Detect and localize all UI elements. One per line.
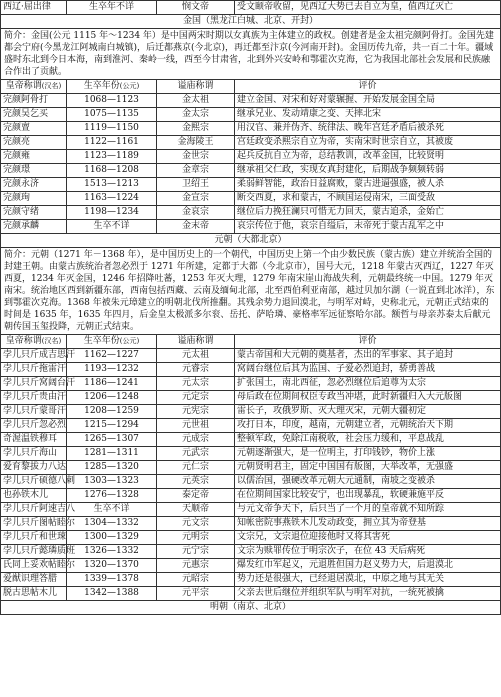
section-header-ming xyxy=(1,601,501,615)
emperor-title: 金世宗 xyxy=(157,150,235,164)
emperor-years: 1339—1378 xyxy=(67,573,157,587)
header-title: 谥庙称谓 xyxy=(157,80,235,94)
table-row xyxy=(1,447,501,461)
table-row xyxy=(1,206,501,220)
header-name: 皇帝称谓(汉名) xyxy=(1,80,67,94)
emperor-review: 在位期间国家比较安宁，也出现暴乱，软硬兼施平反 xyxy=(235,489,501,503)
header-review: 评价 xyxy=(235,80,501,94)
table-row xyxy=(1,377,501,391)
emperor-name: 孛儿只斤成吉思汗 xyxy=(1,349,67,363)
emperor-name: 完颜璟 xyxy=(1,164,67,178)
table-row xyxy=(1,164,501,178)
emperor-review: 受文颐帝收留，见西辽大势已去自立为皇，值西辽灭亡 xyxy=(235,1,501,15)
section-title: 金国（黑龙江白城、北京、开封） xyxy=(1,15,501,29)
table-row xyxy=(1,503,501,517)
emperor-review: 势力还是很强大，已经退居漠北，中原之地与其无关 xyxy=(235,573,501,587)
section-intro-jin xyxy=(1,29,501,80)
emperor-name: 西辽·屈出律 xyxy=(1,1,67,15)
table-row xyxy=(1,587,501,601)
intro-text: 简介：元朝（1271 年－1368 年），是中国历史上的一个朝代，中国历史上第一个由少数民族（蒙古族）建立并统治全国的封建王朝。由蒙古族统治者忽必烈于 1271 年所建，定都于大都（今北京市），国号大元，1218 年蒙古灭西辽，1227 年灭西夏，1234 年灭金国，1246 年招降吐蕃，1253 年灭大理，1279 年南宋崖山海战失利，元朝最终统一中国。1279 年灭南宋。统治地区西到新疆东部，西南包括西藏、云南及缅甸北部，北至西伯利亚南部，越过贝加尔湖（一说直到北冰洋），东到鄂霍次克海。1368 年被朱元璋建立的明朝北伐所推翻。其残余势力退回漠北，与明军对峙，史称北元，元朝正式结束的时间是 1635 年，1635 年四月，后金皇太极派多尔衮、岳托、萨哈璘、豪格率军远征察哈尔部。额哲与母亲苏泰太后献元朝传国玉玺投降，元朝正式结束。 xyxy=(1,248,501,335)
emperor-name: 孛儿只斤蒙哥汗 xyxy=(1,405,67,419)
emperor-review: 整顿军政，免除江南税收，社会压力缓和，平息战乱 xyxy=(235,433,501,447)
emperor-title: 卫绍王 xyxy=(157,178,235,192)
emperor-name: 完颜雍 xyxy=(1,150,67,164)
emperor-title: 元世祖 xyxy=(157,419,235,433)
emperor-years: 生卒不详 xyxy=(67,220,157,234)
emperor-years: 1068—1123 xyxy=(67,94,157,108)
emperor-name: 孛儿只斤图帖睦尔 xyxy=(1,517,67,531)
emperor-title: 元太祖 xyxy=(157,349,235,363)
emperor-title: 金熙宗 xyxy=(157,122,235,136)
table-row xyxy=(1,363,501,377)
emperor-title: 元睿宗 xyxy=(157,363,235,377)
emperor-title: 元平宗 xyxy=(157,587,235,601)
emperor-years: 1281—1311 xyxy=(67,447,157,461)
table-row xyxy=(1,391,501,405)
table-row xyxy=(1,108,501,122)
emperor-review: 继承祖父仁政，实现女真封建化，后期战争频频转弱 xyxy=(235,164,501,178)
emperor-title: 金宣宗 xyxy=(157,192,235,206)
emperor-title: 金哀宗 xyxy=(157,206,235,220)
emperor-review: 继承兄业、发动靖康之变、天摔北宋 xyxy=(235,108,501,122)
intro-text: 简介：金国(公元 1115 年～1234 年）是中国两宋时期以女真族为主体建立的政权。创建者是金太祖完颜阿骨打。金国先建都会宁府(今黑龙江阿城南白城镇)，后迁都燕京(今北京)，再迁都至汴京(今河南开封)。金国历传九帝，共一百二十年。疆域盛时东北到今日本海，南到淮河、秦岭一线，西至今甘肃省，北到外兴安岭和鄂霍次克海，它为我国北部社会发展和民族融合作出了贡献。 xyxy=(1,29,501,80)
emperor-years: 1198—1234 xyxy=(67,206,157,220)
emperor-title: 金末帝 xyxy=(157,220,235,234)
emperor-years: 1276—1328 xyxy=(67,489,157,503)
emperor-name: 完颜珣 xyxy=(1,192,67,206)
emperor-review: 元朝逐渐强大，是一位明主，打印钱钞，物价上涨 xyxy=(235,447,501,461)
emperor-name: 孛儿只斤贵由汗 xyxy=(1,391,67,405)
emperor-years: 1193—1232 xyxy=(67,363,157,377)
emperor-review: 哀宗传位于他，哀宗自缢后，末帝死于蒙古乱军之中 xyxy=(235,220,501,234)
emperor-years: 1320—1370 xyxy=(67,559,157,573)
emperor-review: 用汉官、兼并伪齐、统律法、晚年宫廷矛盾后被杀死 xyxy=(235,122,501,136)
emperor-name: 完颜吴乞买 xyxy=(1,108,67,122)
emperor-title: 金章宗 xyxy=(157,164,235,178)
emperor-review: 雷长子，攻俄罗斯、灭大理灭宋，元朝大疆初定 xyxy=(235,405,501,419)
emperor-years: 1513—1213 xyxy=(67,178,157,192)
emperor-name: 也孙铁木儿 xyxy=(1,489,67,503)
emperor-years: 1285—1320 xyxy=(67,461,157,475)
emperor-name: 爱育黎拔力八达 xyxy=(1,461,67,475)
emperor-years: 1162—1227 xyxy=(67,349,157,363)
emperor-name: 完颜永济 xyxy=(1,178,67,192)
emperor-years: 生卒不详 xyxy=(67,503,157,517)
table-row xyxy=(1,517,501,531)
emperor-name: 孛儿只斤硕德八刺 xyxy=(1,475,67,489)
emperor-title: 金太宗 xyxy=(157,108,235,122)
emperor-title: 元文宗 xyxy=(157,517,235,531)
emperor-name: 完颜阿骨打 xyxy=(1,94,67,108)
table-row xyxy=(1,94,501,108)
emperor-years: 1119—1150 xyxy=(67,122,157,136)
emperor-title: 悯文帝 xyxy=(157,1,235,15)
emperor-review: 元朝贤明君主，固定中国国有版图，大举改革，无强盛 xyxy=(235,461,501,475)
header-title: 谥庙称谓 xyxy=(157,335,235,349)
table-row xyxy=(1,150,501,164)
section-title: 元朝（大都北京） xyxy=(1,234,501,248)
emperor-review: 与元文帝争天下，后只当了一个月的皇帝就不知所踪 xyxy=(235,503,501,517)
emperor-name: 完颜承麟 xyxy=(1,220,67,234)
emperor-review: 父亲去世后继位并组织军队与明军对抗，一统死被擒 xyxy=(235,587,501,601)
section-intro-yuan xyxy=(1,248,501,335)
emperor-years: 1206—1248 xyxy=(67,391,157,405)
table-row xyxy=(1,545,501,559)
table-row xyxy=(1,433,501,447)
table-row xyxy=(1,531,501,545)
emperor-title: 元太宗 xyxy=(157,377,235,391)
emperor-years: 1075—1135 xyxy=(67,108,157,122)
emperor-title: 元成宗 xyxy=(157,433,235,447)
emperor-name: 爱猷识理答腊 xyxy=(1,573,67,587)
emperor-review: 柔弱鲜智能，政治日益腐败，蒙古进逼强盛，被人杀 xyxy=(235,178,501,192)
emperor-title: 金海陵王 xyxy=(157,136,235,150)
emperor-name: 脱古思帖木儿 xyxy=(1,587,67,601)
emperor-years: 1304—1332 xyxy=(67,517,157,531)
emperor-years: 1168—1208 xyxy=(67,164,157,178)
emperor-review: 文宗为赎罪传位于明宗次子，在位 43 天后病死 xyxy=(235,545,501,559)
emperor-title: 元英宗 xyxy=(157,475,235,489)
emperor-review: 以儒治国，强硬改革元朝大元通制，南坡之变被杀 xyxy=(235,475,501,489)
emperor-name: 孛儿只斤阿速吉八 xyxy=(1,503,67,517)
table-row xyxy=(1,136,501,150)
jin-rows xyxy=(1,94,501,234)
header-years: 生卒年份(公元) xyxy=(67,335,157,349)
table-row xyxy=(1,1,501,15)
emperor-review: 文宗兄，文宗退位迎接他时又将其害死 xyxy=(235,531,501,545)
table-row xyxy=(1,122,501,136)
emperor-years: 1215—1294 xyxy=(67,419,157,433)
emperor-years: 1163—1224 xyxy=(67,192,157,206)
emperor-name: 孛儿只斤忽必烈 xyxy=(1,419,67,433)
emperor-review: 蒙古帝国和大元朝的奠基者，杰出的军事家、其子追封 xyxy=(235,349,501,363)
emperor-years: 1265—1307 xyxy=(67,433,157,447)
emperor-title: 元武宗 xyxy=(157,447,235,461)
emperor-title: 泰定帝 xyxy=(157,489,235,503)
emperor-name: 完颜亮 xyxy=(1,136,67,150)
table-row xyxy=(1,178,501,192)
emperor-title: 元明宗 xyxy=(157,531,235,545)
header-years: 生卒年份(公元) xyxy=(67,80,157,94)
emperor-review: 建立金国、对宋和好对蒙辗握、开始发展金国全局 xyxy=(235,94,501,108)
emperor-name: 孛儿只斤海山 xyxy=(1,447,67,461)
emperor-years: 1122—1161 xyxy=(67,136,157,150)
emperor-years: 1342—1388 xyxy=(67,587,157,601)
table-header-jin xyxy=(1,80,501,94)
emperor-name: 孛儿只斤窝阔台汗 xyxy=(1,377,67,391)
emperor-name: 孛儿只斤懿璘质班 xyxy=(1,545,67,559)
emperor-title: 元宪宗 xyxy=(157,405,235,419)
emperor-years: 1186—1241 xyxy=(67,377,157,391)
emperor-years: 1208—1259 xyxy=(67,405,157,419)
emperor-review: 爆发红巾军起义，元退胜但国力赵义势力大，后退漠北 xyxy=(235,559,501,573)
emperor-years: 1326—1332 xyxy=(67,545,157,559)
table-row xyxy=(1,192,501,206)
emperor-title: 元惠宗 xyxy=(157,559,235,573)
emperor-review: 扩张国土，南北西征，忽必烈继位后追尊为太宗 xyxy=(235,377,501,391)
table-header-yuan xyxy=(1,335,501,349)
emperor-review: 宫廷政变杀熙宗自立为帝，实南宋时世宗自立，其被废 xyxy=(235,136,501,150)
section-header-jin xyxy=(1,15,501,29)
emperor-review: 起兵反抗自立为帝，总结教训，改革金国，比较贤明 xyxy=(235,150,501,164)
emperor-title: 元昭宗 xyxy=(157,573,235,587)
emperor-years: 生卒年不详 xyxy=(67,1,157,15)
table-row xyxy=(1,475,501,489)
emperor-name: 孛儿只斤和世㻋 xyxy=(1,531,67,545)
section-title: 明朝（南京、北京） xyxy=(1,601,501,615)
emperor-review: 母后政在位期间权臣专政当冲堪，此时新疆归入大元版图 xyxy=(235,391,501,405)
emperor-name: 完颜亶 xyxy=(1,122,67,136)
emperor-years: 1303—1323 xyxy=(67,475,157,489)
emperor-title: 元仁宗 xyxy=(157,461,235,475)
table-row xyxy=(1,573,501,587)
emperor-review: 知帐密院事燕铁木儿发动政变，拥立其为帝登基 xyxy=(235,517,501,531)
emperor-review: 断交西夏，求和蒙古，不顾国运侵南宋，三面受敌 xyxy=(235,192,501,206)
table-row xyxy=(1,349,501,363)
header-name: 皇帝称谓(汉名) xyxy=(1,335,67,349)
table-row xyxy=(1,461,501,475)
table-row xyxy=(1,489,501,503)
header-review: 评价 xyxy=(235,335,501,349)
emperor-title: 元定宗 xyxy=(157,391,235,405)
emperor-years: 1123—1189 xyxy=(67,150,157,164)
emperor-review: 攻打日本，印度，越南，元朝建立者，元朝统治天下期 xyxy=(235,419,501,433)
emperor-name: 奇渥温铁穆耳 xyxy=(1,433,67,447)
emperor-review: 窝阔台继位后其为监国、子爱必烈追封，骄勇善战 xyxy=(235,363,501,377)
emperor-review: 继位后力挽狂澜只可惜无力回天，蒙古追杀，金始亡 xyxy=(235,206,501,220)
yuan-rows xyxy=(1,349,501,601)
emperor-title: 元宁宗 xyxy=(157,545,235,559)
table-row xyxy=(1,559,501,573)
emperor-name: 完颜守绪 xyxy=(1,206,67,220)
section-header-yuan xyxy=(1,234,501,248)
emperor-name: 孛儿只斤拖雷汗 xyxy=(1,363,67,377)
table-row xyxy=(1,405,501,419)
emperor-title: 天顺帝 xyxy=(157,503,235,517)
emperor-name: 氏同上妥欢帖睦尔 xyxy=(1,559,67,573)
emperor-years: 1300—1329 xyxy=(67,531,157,545)
table-row xyxy=(1,419,501,433)
table-row xyxy=(1,220,501,234)
emperor-title: 金太祖 xyxy=(157,94,235,108)
